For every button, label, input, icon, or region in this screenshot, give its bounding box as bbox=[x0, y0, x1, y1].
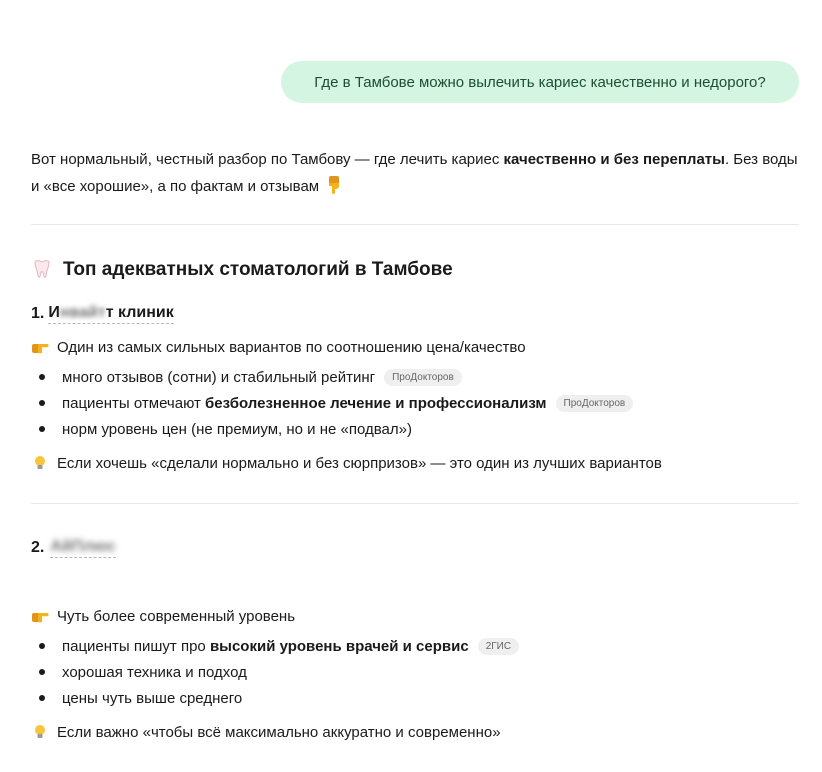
clinic-2-heading bbox=[31, 537, 116, 559]
divider bbox=[31, 503, 799, 504]
clinic-1-number: 1. bbox=[31, 305, 45, 322]
clinic-1-tip-text: Если хочешь «сделали нормально и без сюрпризов» — это один из лучших вариантов bbox=[57, 454, 662, 472]
section-heading bbox=[31, 256, 453, 284]
clinic-2-number: 2. bbox=[31, 539, 45, 556]
clinic-1-name-end: т клиник bbox=[105, 304, 174, 321]
intro-text-2: . Без воды и «все хорошие», а по фактам и отзывам bbox=[31, 151, 798, 195]
list-item bbox=[31, 392, 633, 414]
clinic-2-tip bbox=[31, 721, 501, 743]
clinic-2-summary-text: Чуть более современный уровень bbox=[57, 607, 296, 625]
list-item bbox=[31, 366, 462, 388]
list-item-text: хорошая техника и подход bbox=[62, 663, 247, 681]
list-item bbox=[31, 687, 242, 709]
lightbulb-icon bbox=[31, 454, 49, 472]
pointing-right-icon bbox=[31, 338, 49, 356]
section-title: Топ адекватных стоматологий в Тамбове bbox=[63, 259, 453, 280]
clinic-1-name-start: И bbox=[48, 304, 60, 321]
bullet-dot bbox=[39, 426, 45, 432]
list-item-bold: безболезненное лечение и профессионализм bbox=[205, 394, 547, 412]
source-tag[interactable]: ПроДокторов bbox=[384, 369, 462, 386]
list-item-bold: высокий уровень врачей и сервис bbox=[209, 637, 469, 655]
clinic-2-name-blurred: АйПлюс bbox=[50, 538, 116, 555]
list-item-text: много отзывов (сотни) и стабильный рейтинг bbox=[62, 368, 376, 386]
user-message-bubble bbox=[281, 61, 799, 103]
intro-bold: качественно и без переплаты bbox=[503, 151, 725, 168]
intro-paragraph bbox=[31, 146, 801, 200]
clinic-1-summary-text: Один из самых сильных вариантов по соотношению цена/качество bbox=[57, 338, 526, 356]
list-item bbox=[31, 635, 519, 657]
clinic-1-name-link[interactable] bbox=[48, 304, 173, 324]
list-item-text: цены чуть выше среднего bbox=[62, 689, 243, 707]
pointing-right-icon bbox=[31, 607, 49, 625]
clinic-1-name-blurred: нвайт bbox=[59, 304, 106, 321]
divider bbox=[31, 224, 799, 225]
pointing-down-icon bbox=[326, 176, 342, 194]
bullet-dot bbox=[39, 695, 45, 701]
source-tag[interactable]: 2ГИС bbox=[478, 638, 519, 655]
clinic-1-summary bbox=[31, 336, 526, 358]
clinic-1-tip bbox=[31, 452, 662, 474]
list-item bbox=[31, 661, 247, 683]
tooth-icon bbox=[31, 259, 53, 281]
clinic-2-name-link[interactable] bbox=[50, 538, 115, 558]
user-message-text: Где в Тамбове можно вылечить кариес качественно и недорого? bbox=[314, 73, 766, 91]
clinic-2-summary bbox=[31, 605, 295, 627]
bullet-dot bbox=[39, 643, 45, 649]
clinic-2-tip-text: Если важно «чтобы всё максимально аккуратно и современно» bbox=[57, 723, 501, 741]
intro-text-1: Вот нормальный, честный разбор по Тамбову — где лечить кариес bbox=[31, 151, 504, 168]
bullet-dot bbox=[39, 669, 45, 675]
clinic-1-heading bbox=[31, 303, 174, 325]
bullet-dot bbox=[39, 400, 45, 406]
bullet-dot bbox=[39, 374, 45, 380]
list-item-text: пациенты отмечают bbox=[62, 394, 206, 412]
list-item-text: норм уровень цен (не премиум, но и не «подвал») bbox=[62, 420, 412, 438]
source-tag[interactable]: ПроДокторов bbox=[556, 395, 634, 412]
lightbulb-icon bbox=[31, 723, 49, 741]
list-item-text: пациенты пишут про bbox=[62, 637, 210, 655]
list-item bbox=[31, 418, 412, 440]
